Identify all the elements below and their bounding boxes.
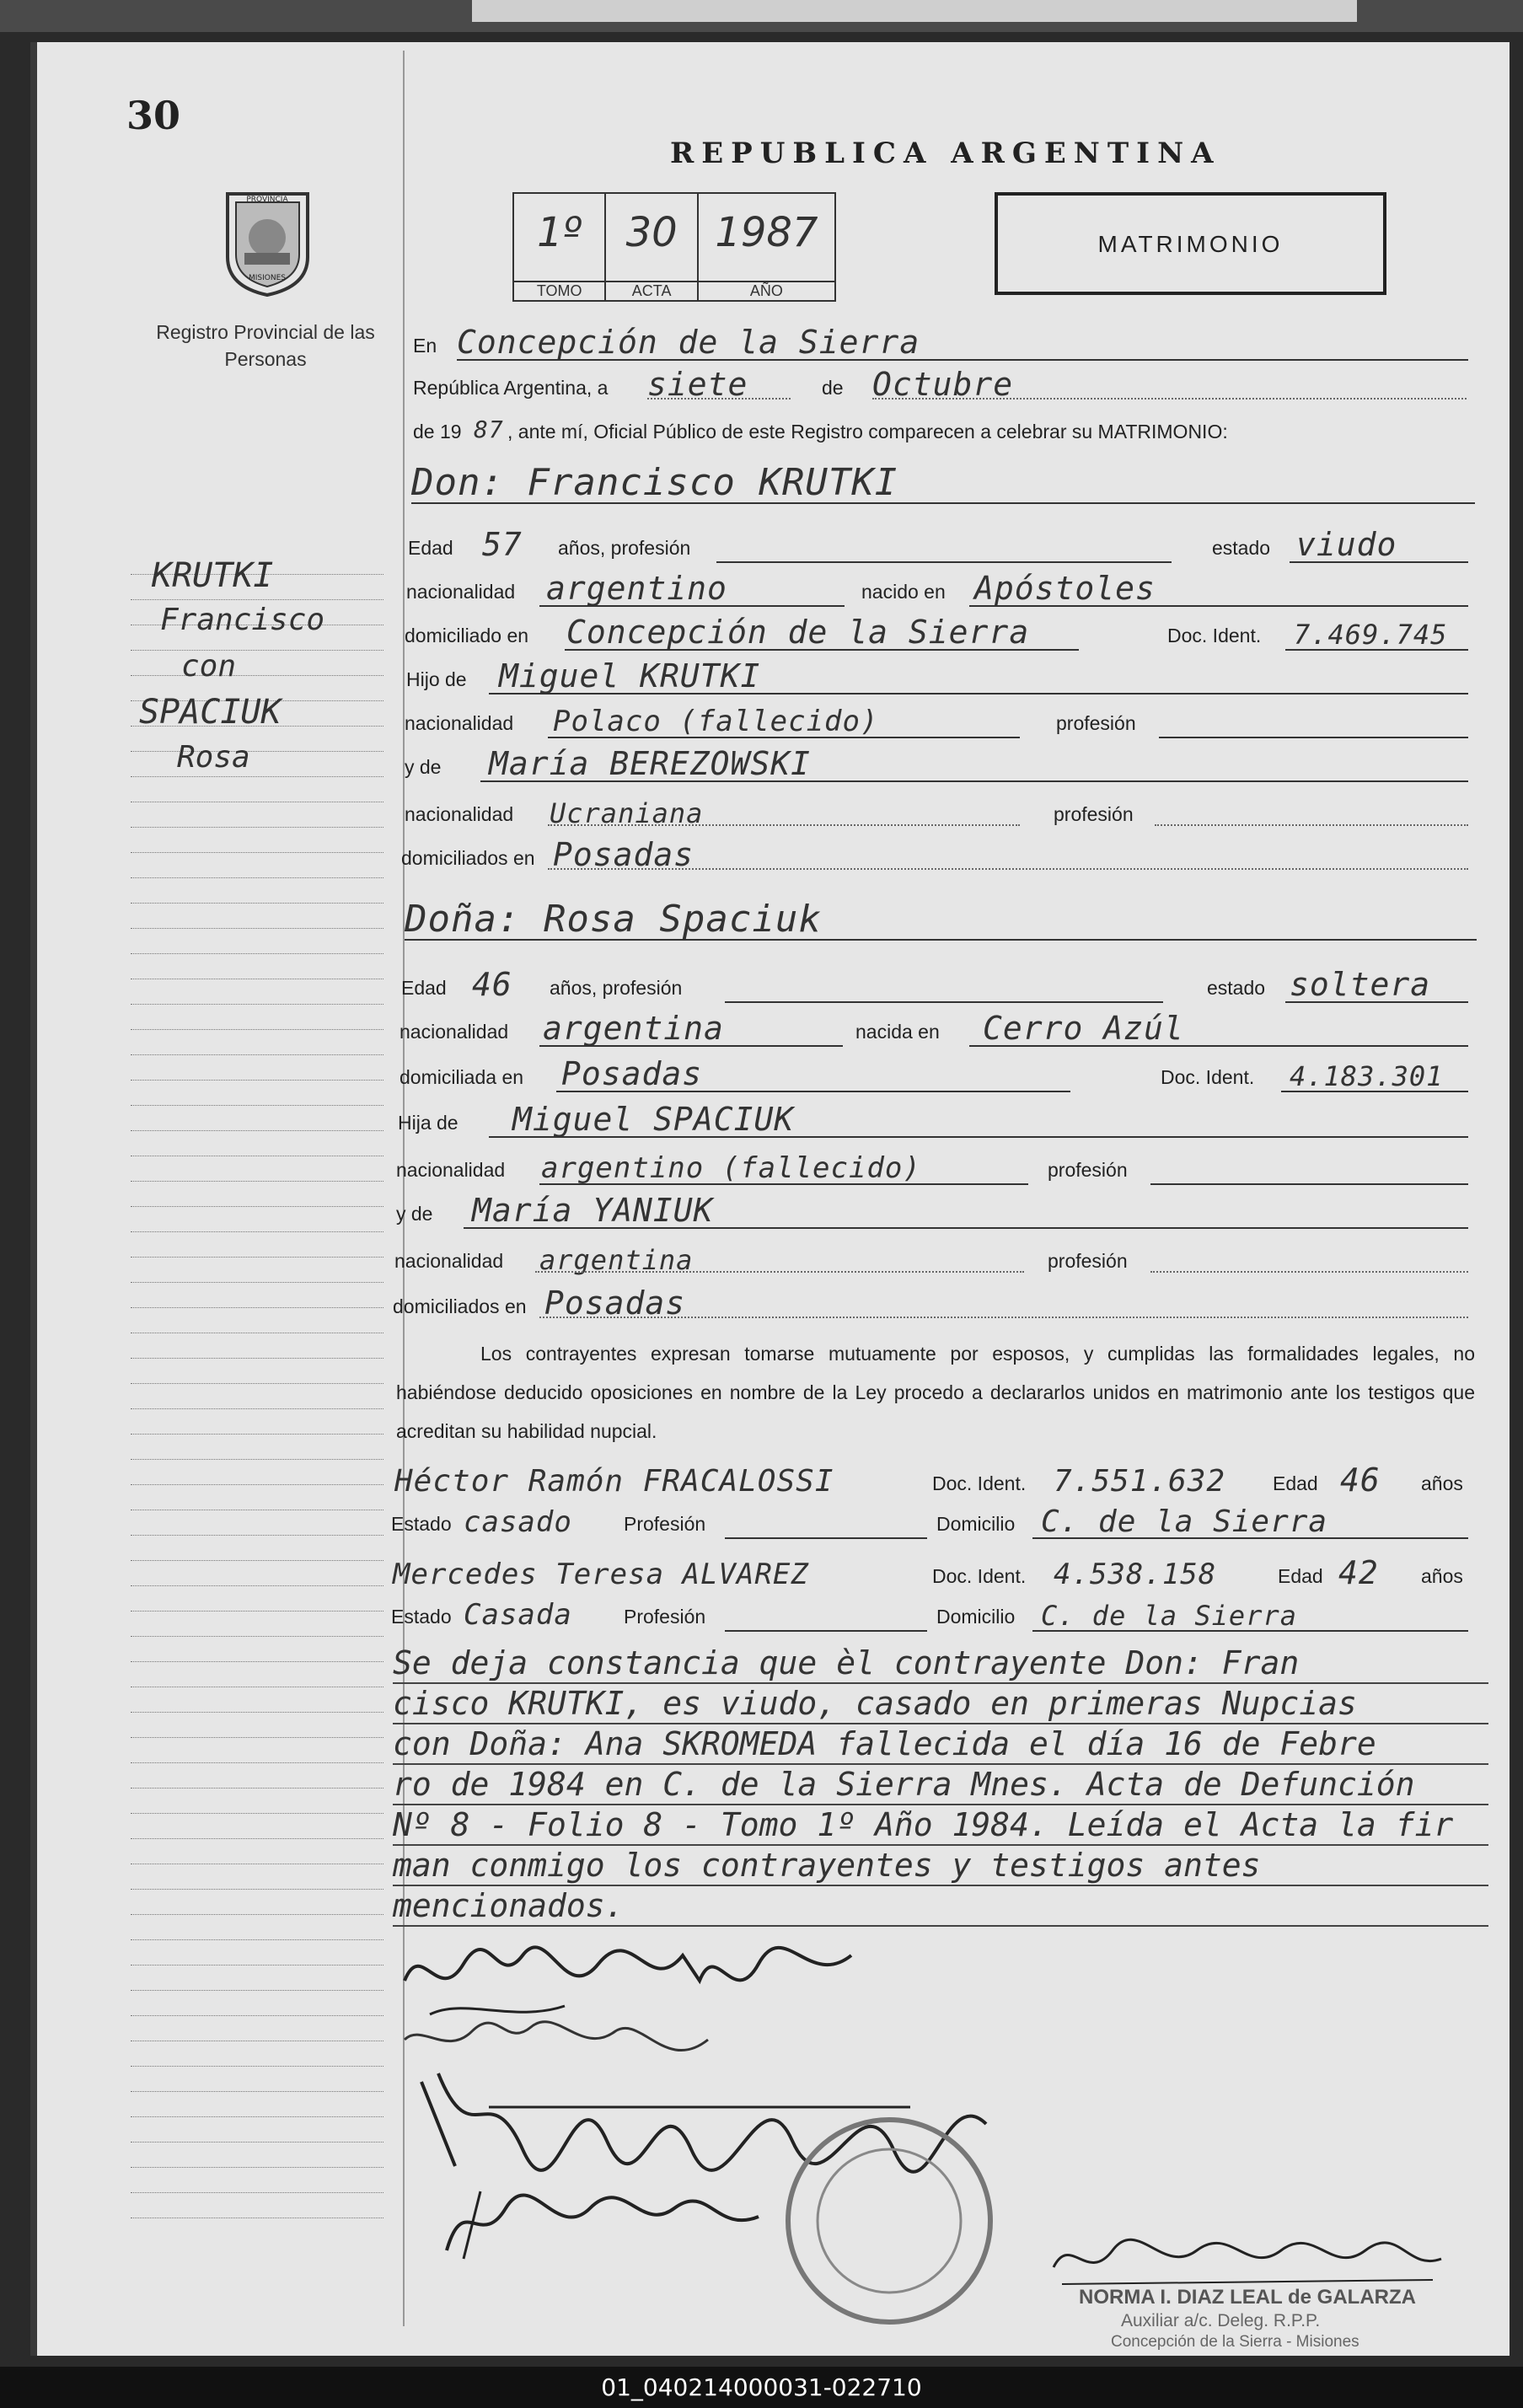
groom-profesion-label: años, profesión [558,537,691,559]
ano-cell [699,194,834,300]
witness1-dom-label: Domicilio [936,1513,1016,1535]
groom-domicilio: Concepción de la Sierra [566,614,1030,651]
official-stamp [775,2107,1003,2335]
witness1-doc: 7.551.632 [1054,1464,1226,1499]
bride-estado-label: estado [1207,977,1266,999]
groom-hijo-label: Hijo de [406,668,467,690]
seal-bottom-text: MISIONES [248,274,287,282]
bride-profesion-label: años, profesión [550,977,683,999]
marginal-surname-2: SPACIUK [139,693,282,732]
year-suffix: 87 [474,416,504,443]
witness2-domicilio: C. de la Sierra [1041,1600,1297,1632]
bride-padre-nac-label: nacionalidad [396,1159,506,1181]
bride-padre-line [398,1097,1483,1140]
witness1-estado-label: Estado [391,1513,452,1535]
image-id-footer: 01_040214000031-022710 [0,2367,1523,2408]
remark-line: Se deja constancia que èl contrayente Don: Fran [393,1644,1488,1684]
bride-madre-prof-label: profesión [1048,1250,1128,1272]
official-name: NORMA I. DIAZ LEAL de GALARZA [1079,2286,1416,2309]
witness1-estado-line [391,1499,1483,1541]
provincial-seal-icon [211,185,324,299]
de-label: de [822,377,844,399]
remark-line: con Doña: Ana SKROMEDA fallecida el día 16 de Febre [393,1724,1488,1765]
bride-edad-line [401,963,1483,1005]
marginal-name-2: Rosa [177,740,250,775]
marginal-name-1: Francisco [160,603,325,637]
groom-madre-prof-label: profesión [1054,803,1134,825]
intro-year-line [405,406,1483,448]
groom-madre-nac-label: nacionalidad [405,803,514,825]
acta-label: ACTA [606,281,696,300]
groom-nacionalidad: argentino [546,570,727,607]
groom-domiciliados-label: domiciliados en [401,847,535,869]
place-value: Concepción de la Sierra [457,324,920,361]
registry-name: Registro Provincial de las Personas [156,321,375,370]
official-title: Auxiliar a/c. Deleg. R.P.P. [1121,2311,1321,2330]
bride-padre-nac-line [396,1145,1483,1187]
bride-domiciliados-label: domiciliados en [393,1295,527,1317]
groom-padres-dom: Posadas [553,836,694,873]
record-reference-box [512,192,836,302]
bride-madre-line [396,1188,1483,1231]
groom-doc-label: Doc. Ident. [1167,625,1262,646]
witness2-estado-line [391,1591,1483,1633]
ano-value: 1987 [715,209,818,256]
groom-nacido: Apóstoles [974,570,1156,607]
acta-cell [606,194,698,300]
bride-edad-label: Edad [401,977,447,999]
witness1-domicilio: C. de la Sierra [1041,1504,1328,1539]
witness2-anos-label: años [1421,1565,1463,1587]
remark-line: ro de 1984 en C. de la Sierra Mnes. Acta de Defunción [393,1765,1488,1805]
groom-estado: viudo [1296,526,1397,563]
margin-dotted-lines [131,550,383,2218]
bride-edad: 46 [472,966,512,1003]
intro-place-line [405,320,1483,362]
bride-nac-line [400,1006,1483,1048]
bride-nacida: Cerro Azúl [983,1010,1184,1047]
page-number: 30 [126,93,181,138]
groom-estado-label: estado [1212,537,1271,559]
bride-madre-nac-label: nacionalidad [394,1250,504,1272]
act-type-label: MATRIMONIO [1097,231,1284,257]
witness2-doc: 4.538.158 [1054,1558,1217,1591]
bride-madre-nac: argentina [539,1244,694,1276]
witness2-name: Mercedes Teresa ALVAREZ [393,1558,809,1591]
bride-estado: soltera [1290,966,1431,1003]
remarks-block [393,1644,1488,1927]
bride-yde-label: y de [396,1203,433,1225]
witness2-signature [430,2175,767,2267]
groom-edad-line [405,523,1483,565]
bride-name: Doña: Rosa Spaciuk [405,898,822,941]
witness1-prof-label: Profesión [624,1513,706,1535]
groom-name: Don: Francisco KRUTKI [411,461,898,504]
witness1-edad-label: Edad [1273,1472,1318,1494]
groom-name-line [405,455,1483,506]
bride-padres-dom: Posadas [544,1284,686,1322]
bride-dom-line [400,1052,1483,1094]
groom-nac-line [405,566,1483,609]
ano-label: AÑO [699,281,834,300]
groom-nac-label: nacionalidad [406,581,516,603]
bride-doc: 4.183.301 [1290,1060,1444,1092]
remark-line: Nº 8 - Folio 8 - Tomo 1º Año 1984. Leída el Acta la fir [393,1805,1488,1846]
bride-padre-prof-label: profesión [1048,1159,1128,1181]
marginal-con: con [181,649,237,684]
tomo-label: TOMO [514,281,604,300]
bride-doc-label: Doc. Ident. [1161,1066,1255,1088]
country-heading: REPUBLICA ARGENTINA [670,137,1221,170]
bride-dom-label: domiciliada en [400,1066,524,1088]
scan-top-edge [0,0,1523,32]
intro-date-line [405,362,1483,405]
republica-label: República Argentina, a [413,377,609,399]
official-signature [1045,2225,1450,2293]
groom-nacido-label: nacido en [861,581,946,603]
groom-madre-nac-line [405,789,1483,831]
witness1-doc-label: Doc. Ident. [932,1472,1027,1494]
act-type-box [995,192,1386,295]
bride-nac-label: nacionalidad [400,1021,509,1043]
witness1-line [394,1458,1483,1500]
remark-line: man conmigo los contrayentes y testigos antes [393,1846,1488,1886]
witness1-name: Héctor Ramón FRACALOSSI [394,1464,834,1499]
witness1-edad: 46 [1340,1461,1381,1499]
groom-padre-nac-label: nacionalidad [405,712,514,734]
day-value: siete [647,366,748,403]
de19-label: de 19 [413,421,462,442]
bride-nacida-label: nacida en [855,1021,940,1043]
witness1-anos-label: años [1421,1472,1463,1494]
witness2-doc-label: Doc. Ident. [932,1565,1027,1587]
groom-edad-label: Edad [408,537,453,559]
bride-name-line [405,892,1483,942]
en-label: En [413,335,437,357]
acta-value: 30 [625,209,678,256]
groom-padre-nac-line [405,698,1483,740]
bride-padre-nac: argentino (fallecido) [541,1151,921,1185]
groom-padre-prof-label: profesión [1056,712,1136,734]
bride-hija-label: Hija de [398,1112,459,1134]
bride-padre: Miguel SPACIUK [512,1101,795,1138]
groom-dom-label: domiciliado en [405,625,529,646]
tomo-value: 1º [537,209,582,256]
groom-doc: 7.469.745 [1294,619,1448,651]
declaration-paragraph: Los contrayentes expresan tomarse mutuamente por esposos, y cumplidas las formalidades legales, no habiéndose deducido oposiciones en nombre de la Ley procedo a declararlos unidos en matrimonio ante los testigos que acreditan su habilidad nupcial. [396,1343,1475,1442]
bride-madre: María YANIUK [472,1192,714,1229]
groom-madre-nac: Ucraniana [550,797,704,829]
groom-madre: María BEREZOWSKI [489,745,812,782]
witness2-edad: 42 [1338,1554,1379,1591]
remark-line: mencionados. [393,1886,1488,1927]
groom-yde-label: y de [405,756,442,778]
witness1-estado: casado [464,1505,572,1539]
witness2-estado-label: Estado [391,1606,452,1628]
bride-domicilio: Posadas [561,1055,703,1092]
month-value: Octubre [872,366,1014,403]
groom-padres-dom-line [401,833,1483,875]
groom-edad: 57 [482,526,523,563]
tomo-cell [514,194,606,300]
official-place: Concepción de la Sierra - Misiones [1111,2333,1359,2351]
groom-padre-nac: Polaco (fallecido) [553,705,879,738]
witness2-edad-label: Edad [1278,1565,1323,1587]
witness2-dom-label: Domicilio [936,1606,1016,1628]
groom-padre: Miguel KRUTKI [499,657,761,695]
seal-top-text: PROVINCIA [246,196,288,204]
witness2-estado: Casada [464,1598,572,1632]
witness2-prof-label: Profesión [624,1606,706,1628]
bride-nacionalidad: argentina [543,1010,724,1047]
remark-line: cisco KRUTKI, es viudo, casado en primeras Nupcias [393,1684,1488,1724]
bride-madre-nac-line [394,1236,1483,1278]
bride-padres-dom-line [393,1281,1483,1323]
groom-padre-line [405,654,1483,696]
marginal-surname-1: KRUTKI [152,556,274,595]
intro-tail: , ante mí, Oficial Público de este Registro comparecen a celebrar su MATRIMONIO: [507,421,1228,442]
groom-dom-line [405,610,1483,652]
witness2-line [393,1551,1483,1593]
groom-madre-line [405,742,1483,784]
